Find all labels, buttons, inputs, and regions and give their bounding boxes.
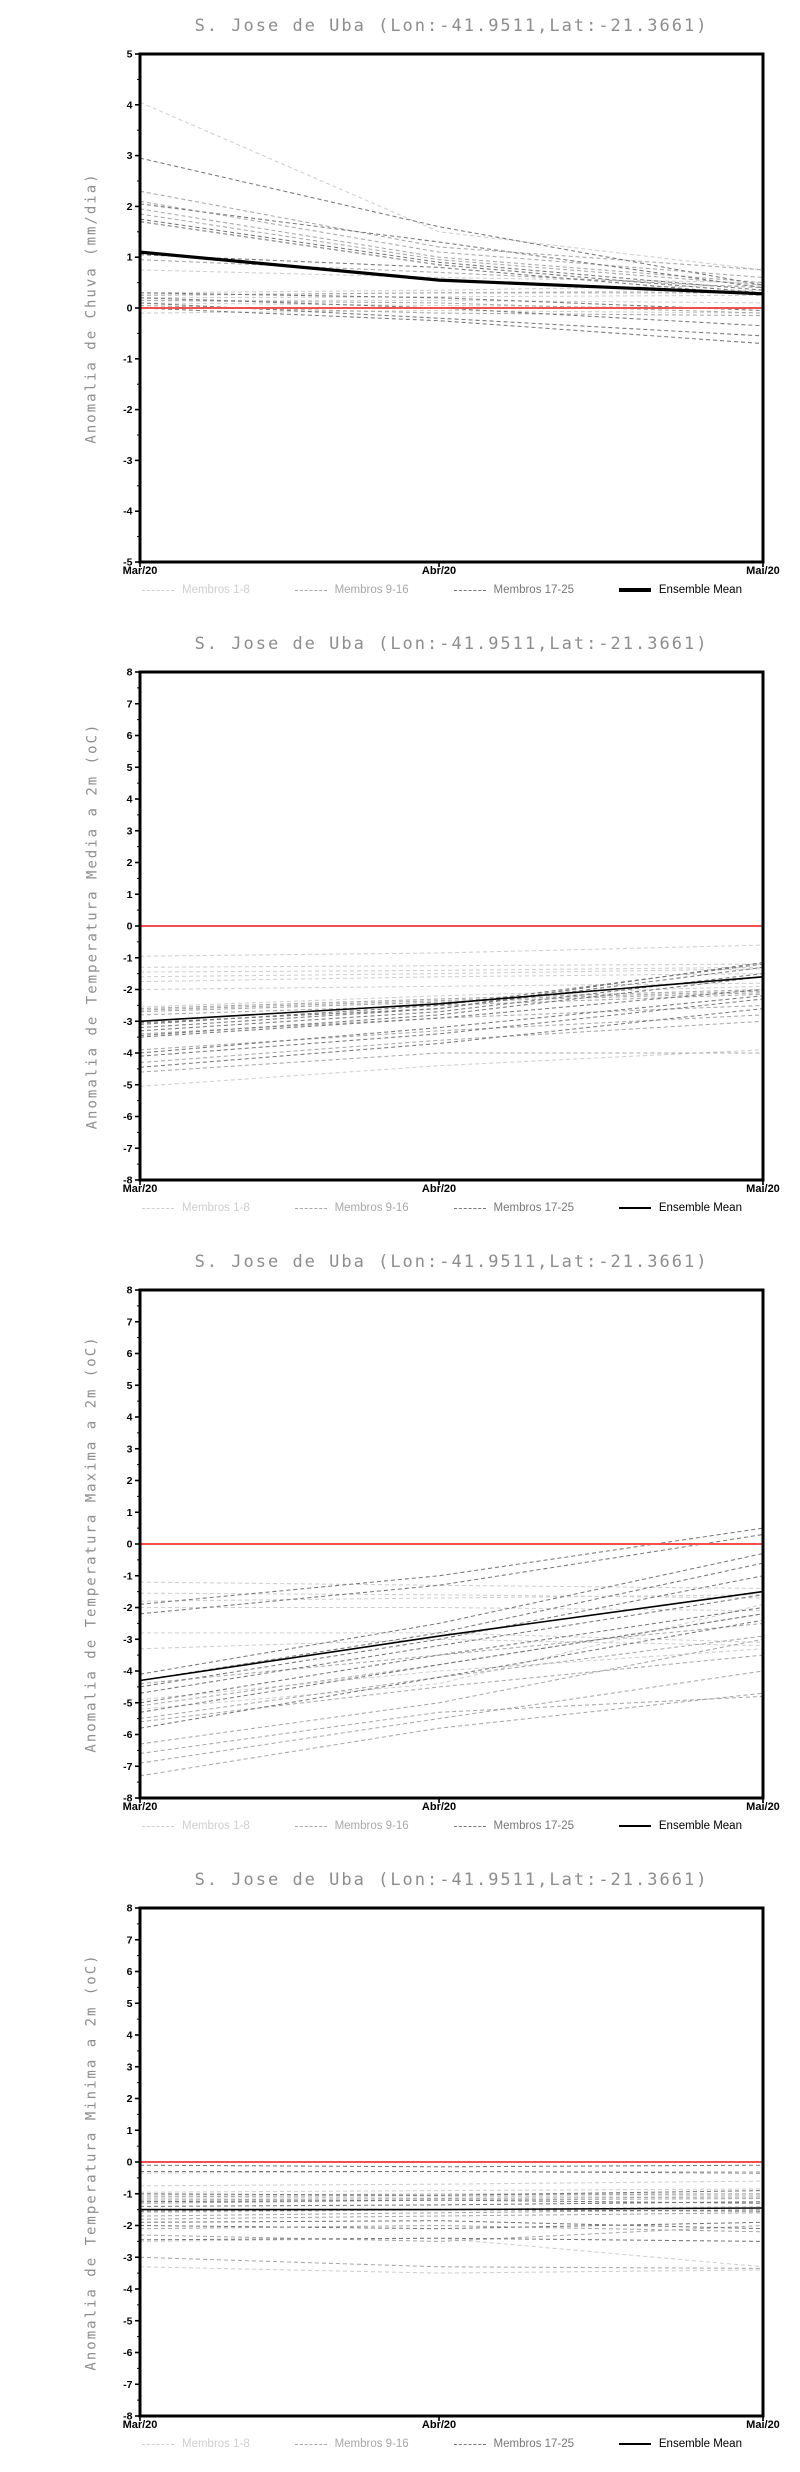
legend-item-membros-17-25: Membros 17-25: [454, 584, 575, 596]
svg-text:3: 3: [126, 2061, 133, 2074]
dashed-line-sample: [454, 1826, 486, 1827]
legend-item-membros-1-8: Membros 1-8: [142, 1202, 250, 1214]
svg-text:0: 0: [126, 302, 133, 315]
y-axis-label: Anomalia de Temperatura Minima a 2m (oC): [84, 1953, 100, 2371]
svg-text:-5: -5: [123, 2315, 133, 2328]
svg-text:-2: -2: [123, 984, 133, 996]
svg-text:2: 2: [126, 2093, 133, 2105]
dashed-line-sample: [454, 1208, 486, 1209]
svg-text:-7: -7: [123, 1760, 133, 1773]
svg-text:1: 1: [126, 2124, 133, 2137]
x-tick-label: Abr/20: [421, 565, 457, 577]
svg-text:3: 3: [126, 150, 133, 163]
x-tick-label: Mar/20: [122, 1183, 158, 1195]
x-tick-label: Abr/20: [421, 2419, 457, 2431]
svg-text:-3: -3: [123, 1633, 133, 1646]
dashed-line-sample: [295, 1208, 327, 1209]
svg-text:1: 1: [126, 251, 133, 264]
svg-text:-2: -2: [123, 1602, 133, 1614]
legend-item-membros-1-8: Membros 1-8: [142, 2438, 250, 2450]
svg-text:6: 6: [126, 730, 133, 742]
dashed-line-sample: [142, 1208, 174, 1209]
svg-text:3: 3: [126, 825, 133, 838]
x-tick-label: Abr/20: [421, 1183, 457, 1195]
chart-title: S. Jose de Uba (Lon:-41.9511,Lat:-21.3661): [194, 1252, 709, 1272]
legend-item-ensemble-mean: Ensemble Mean: [619, 1202, 742, 1214]
chart-legend: [142, 1202, 742, 1214]
svg-text:-1: -1: [123, 1570, 133, 1583]
dashed-line-sample: [454, 590, 486, 591]
svg-text:-5: -5: [123, 556, 133, 569]
svg-text:-8: -8: [123, 1174, 133, 1187]
svg-text:-4: -4: [123, 2283, 133, 2296]
svg-text:6: 6: [126, 1966, 133, 1978]
svg-text:4: 4: [126, 99, 133, 112]
solid-line-sample: [619, 1207, 651, 1209]
dashed-line-sample: [295, 2444, 327, 2445]
plot-area: [0, 618, 800, 1236]
legend-item-membros-1-8: Membros 1-8: [142, 1820, 250, 1832]
chart-legend: [142, 584, 742, 596]
svg-text:6: 6: [126, 1348, 133, 1360]
svg-text:5: 5: [126, 48, 133, 61]
legend-item-membros-9-16: Membros 9-16: [295, 2438, 409, 2450]
dashed-line-sample: [454, 2444, 486, 2445]
svg-text:-3: -3: [123, 1015, 133, 1028]
svg-text:-2: -2: [123, 404, 133, 417]
svg-text:-4: -4: [123, 505, 133, 518]
rain-anomaly-chart: [0, 0, 800, 618]
svg-text:7: 7: [126, 1316, 133, 1329]
svg-text:-4: -4: [123, 1665, 133, 1678]
svg-text:4: 4: [126, 2029, 133, 2042]
chart-title: S. Jose de Uba (Lon:-41.9511,Lat:-21.3661): [194, 1870, 709, 1890]
legend-item-ensemble-mean: Ensemble Mean: [619, 1820, 742, 1832]
chart-title: S. Jose de Uba (Lon:-41.9511,Lat:-21.3661): [194, 16, 709, 36]
x-tick-label: Mar/20: [122, 565, 158, 577]
svg-text:-1: -1: [123, 952, 133, 965]
svg-text:-4: -4: [123, 1047, 133, 1060]
svg-text:-5: -5: [123, 1079, 133, 1092]
svg-text:-6: -6: [123, 1729, 133, 1741]
svg-text:-7: -7: [123, 1142, 133, 1155]
max-temperature-anomaly-chart: [0, 1236, 800, 1854]
legend-item-ensemble-mean: Ensemble Mean: [619, 584, 742, 596]
svg-text:5: 5: [126, 1379, 133, 1392]
chart-title: S. Jose de Uba (Lon:-41.9511,Lat:-21.3661): [194, 634, 709, 654]
svg-text:-1: -1: [123, 2188, 133, 2201]
plot-area: [0, 0, 800, 618]
svg-text:-8: -8: [123, 1792, 133, 1805]
svg-text:-6: -6: [123, 1111, 133, 1123]
chart-legend: [142, 1820, 742, 1832]
plot-area: [0, 1854, 800, 2472]
svg-text:-3: -3: [123, 454, 133, 467]
svg-text:5: 5: [126, 1997, 133, 2010]
svg-text:3: 3: [126, 1443, 133, 1456]
svg-text:-6: -6: [123, 2347, 133, 2359]
svg-text:5: 5: [126, 761, 133, 774]
chart-legend: [142, 2438, 742, 2450]
solid-line-sample: [619, 588, 651, 592]
svg-text:0: 0: [126, 1538, 133, 1551]
min-temperature-anomaly-chart: [0, 1854, 800, 2472]
y-axis-label: Anomalia de Temperatura Media a 2m (oC): [84, 722, 101, 1130]
solid-line-sample: [619, 2443, 651, 2445]
svg-text:2: 2: [126, 200, 133, 213]
dashed-line-sample: [142, 2444, 174, 2445]
y-axis-label: Anomalia de Chuva (mm/dia): [84, 172, 100, 444]
svg-text:0: 0: [126, 920, 133, 933]
legend-item-membros-17-25: Membros 17-25: [454, 1820, 575, 1832]
x-tick-label: Mai/20: [746, 1183, 780, 1195]
x-tick-label: Mai/20: [746, 2419, 780, 2431]
dashed-line-sample: [295, 1826, 327, 1827]
plot-area: [0, 1236, 800, 1854]
svg-text:2: 2: [126, 1475, 133, 1487]
x-tick-label: Mar/20: [122, 1801, 158, 1813]
svg-text:4: 4: [126, 793, 133, 806]
mean-temperature-anomaly-chart: [0, 618, 800, 1236]
dashed-line-sample: [142, 590, 174, 591]
svg-text:0: 0: [126, 2156, 133, 2169]
legend-item-membros-9-16: Membros 9-16: [295, 1820, 409, 1832]
x-tick-label: Mai/20: [746, 1801, 780, 1813]
svg-text:8: 8: [126, 666, 133, 679]
svg-text:7: 7: [126, 698, 133, 711]
x-tick-label: Abr/20: [421, 1801, 457, 1813]
y-axis-label: Anomalia de Temperatura Maxima a 2m (oC): [84, 1335, 100, 1753]
svg-text:2: 2: [126, 857, 133, 869]
svg-text:-2: -2: [123, 2220, 133, 2232]
solid-line-sample: [619, 1825, 651, 1827]
x-tick-label: Mar/20: [122, 2419, 158, 2431]
legend-item-membros-1-8: Membros 1-8: [142, 584, 250, 596]
svg-text:-8: -8: [123, 2410, 133, 2423]
dashed-line-sample: [295, 590, 327, 591]
svg-text:4: 4: [126, 1411, 133, 1424]
dashed-line-sample: [142, 1826, 174, 1827]
svg-text:-5: -5: [123, 1697, 133, 1710]
legend-item-membros-17-25: Membros 17-25: [454, 2438, 575, 2450]
svg-text:1: 1: [126, 888, 133, 901]
svg-text:-1: -1: [123, 353, 133, 366]
svg-text:7: 7: [126, 1934, 133, 1947]
legend-item-membros-9-16: Membros 9-16: [295, 584, 409, 596]
svg-text:8: 8: [126, 1284, 133, 1297]
svg-text:-3: -3: [123, 2251, 133, 2264]
svg-text:8: 8: [126, 1902, 133, 1915]
svg-text:1: 1: [126, 1506, 133, 1519]
legend-item-membros-9-16: Membros 9-16: [295, 1202, 409, 1214]
svg-text:-7: -7: [123, 2378, 133, 2391]
legend-item-membros-17-25: Membros 17-25: [454, 1202, 575, 1214]
x-tick-label: Mai/20: [746, 565, 780, 577]
legend-item-ensemble-mean: Ensemble Mean: [619, 2438, 742, 2450]
